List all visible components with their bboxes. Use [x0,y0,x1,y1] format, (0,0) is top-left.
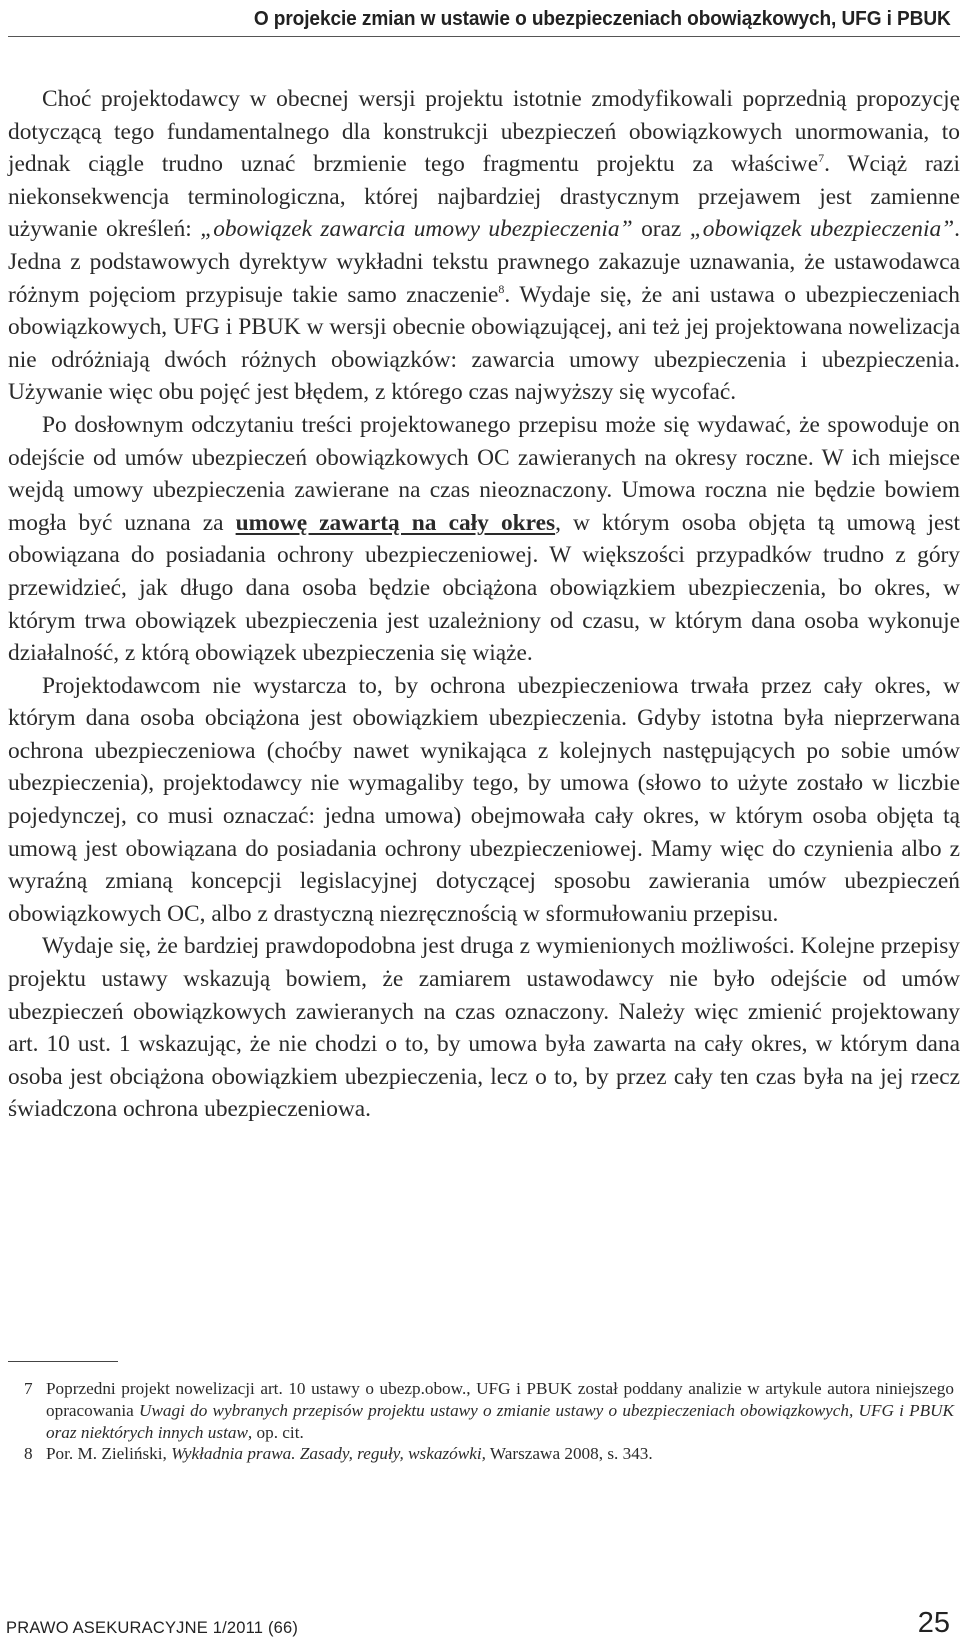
journal-footer: PRAWO ASEKURACYJNE 1/2011 (66) [6,1619,299,1637]
term-obowiazek-ubezpieczenia: „obowiązek ubezpieczenia” [689,216,955,243]
footnote-text: Poprzedni projekt nowelizacji art. 10 ustawy o ubezp.obow., UFG i PBUK został poddany analizie w artykule autora niniejszego opracowania [46,1379,954,1420]
footnote-title: Wykładnia prawa. Zasady, reguły, wskazówki, [171,1444,486,1464]
running-header: O projekcie zmian w ustawie o ubezpieczeniach obowiązkowych, UFG i PBUK [253,7,951,30]
emphasized-phrase: umowę zawartą na cały okres [235,509,556,536]
paragraph-2 [8,409,960,670]
footnote-number: 7 [24,1379,33,1398]
footnote-number: 8 [24,1444,33,1464]
footnote-separator [8,1361,118,1362]
paragraph-1-text-2: . Wciąż razi niekonsekwencja terminologiczna, której najbardziej drastycznym przejawem jest zamienne używanie określeń: [8,151,960,243]
paragraph-1-text-3: oraz [632,216,690,243]
footnote-8 [8,1443,954,1465]
paragraph-1 [8,83,960,409]
term-obowiazek-zawarcia: „obowiązek zawarcia umowy ubezpieczenia” [200,216,633,243]
page-number: 25 [917,1607,950,1639]
header-rule [8,36,960,37]
footnote-text: Por. M. Zieliński, [46,1444,172,1464]
paragraph-1-text-1: Choć projektodawcy w obecnej wersji projektu istotnie zmodyfikowali poprzednią propozycję dotyczącą tego fundamentalnego dla konstrukcji ubezpieczeń obowiązkowych unormowania, to jednak ciągle trudno uznać brzmienie tego fragmentu projektu za właściwe [8,86,960,178]
footnote-text: Warszawa 2008, s. 343. [485,1444,653,1464]
footnote-7 [8,1378,954,1443]
footnote-ref-8[interactable]: 8 [498,281,505,296]
paragraph-4: Wydaje się, że bardziej prawdopodobna jest druga z wymienionych możliwości. Kolejne przepisy projektu ustawy wskazują bowiem, że zamiarem ustawodawcy nie było odejście od umów ubezpieczeń obowiązkowych zawieranych na czas oznaczony. Należy więc zmienić projektowany art. 10 ust. 1 wskazując, że nie chodzi o to, by umowa była zawarta na cały okres, w którym dana osoba jest obciążona obowiązkiem ubezpieczenia, lecz o to, by przez cały ten czas była na jej rzecz świadczona ochrona ubezpieczeniowa. [8,933,960,1123]
footnotes [8,1378,954,1465]
paragraph-2-text-1: Po dosłownym odczytaniu treści projektowanego przepisu może się wydawać, że spowoduje on odejście od umów ubezpieczeń obowiązkowych OC zawieranych na okresy roczne. W ich miejsce wejdą umowy ubezpieczenia zawierane na czas nieoznaczony. Umowa roczna nie będzie bowiem mogła być uznana za [8,411,960,536]
footnote-ref-7[interactable]: 7 [818,151,825,166]
paragraph-1-text-5: . Wydaje się, że ani ustawa o ubezpieczeniach obowiązkowych, UFG i PBUK w wersji obecnie obowiązującej, ani też jej projektowana nowelizacja nie odróżniają dwóch różnych obowiązków: zawarcia umowy ubezpieczenia i ubezpieczenia. Używanie więc obu pojęć jest błędem, z którego czas najwyższy się wycofać. [8,281,960,406]
footnote-text: , op. cit. [247,1422,304,1442]
paragraph-3: Projektodawcom nie wystarcza to, by ochrona ubezpieczeniowa trwała przez cały okres, w którym dana osoba obciążona jest obowiązkiem ubezpieczenia. Gdyby istotna była nieprzerwana ochrona ubezpieczeniowa (choćby nawet wynikająca z kolejnych następujących po sobie umów ubezpieczenia), projektodawcy nie wymagaliby tego, by umowa (słowo to użyte zostało w liczbie pojedynczej, co musi oznaczać: jedna umowa) obejmowała cały okres, w którym osoba objęta tą umową jest obowiązana do posiadania ochrony ubezpieczeniowej. Mamy więc do czynienia albo z wyraźną zmianą koncepcji legislacyjnej dotyczącej sposobu zawierania umów ubezpieczeń obowiązkowych OC, albo z drastyczną niezręcznością w sformułowaniu przepisu. [8,672,960,927]
article-body [8,83,960,1126]
paragraph-1-text-4: . Jedna z podstawowych dyrektyw wykładni tekstu prawnego zakazuje uznawania, że ustawodawca różnym pojęciom przypisuje takie samo znaczenie [8,216,960,308]
paragraph-2-text-2: , w którym osoba objęta tą umową jest obowiązana do posiadania ochrony ubezpieczeniowej. W większości przypadków trudno z góry przewidzieć, jak długo dana osoba będzie obciążona obowiązkiem ubezpieczenia, bo okres, w którym trwa obowiązek ubezpieczenia jest uzależniony od czasu, w którym dana osoba wykonuje działalność, z którą obowiązek ubezpieczenia się wiąże. [8,509,960,667]
footnote-title: Uwagi do wybranych przepisów projektu ustawy o zmianie ustawy o ubezpieczeniach obowiązkowych, UFG i PBUK oraz niektórych innych ustaw [46,1400,954,1442]
